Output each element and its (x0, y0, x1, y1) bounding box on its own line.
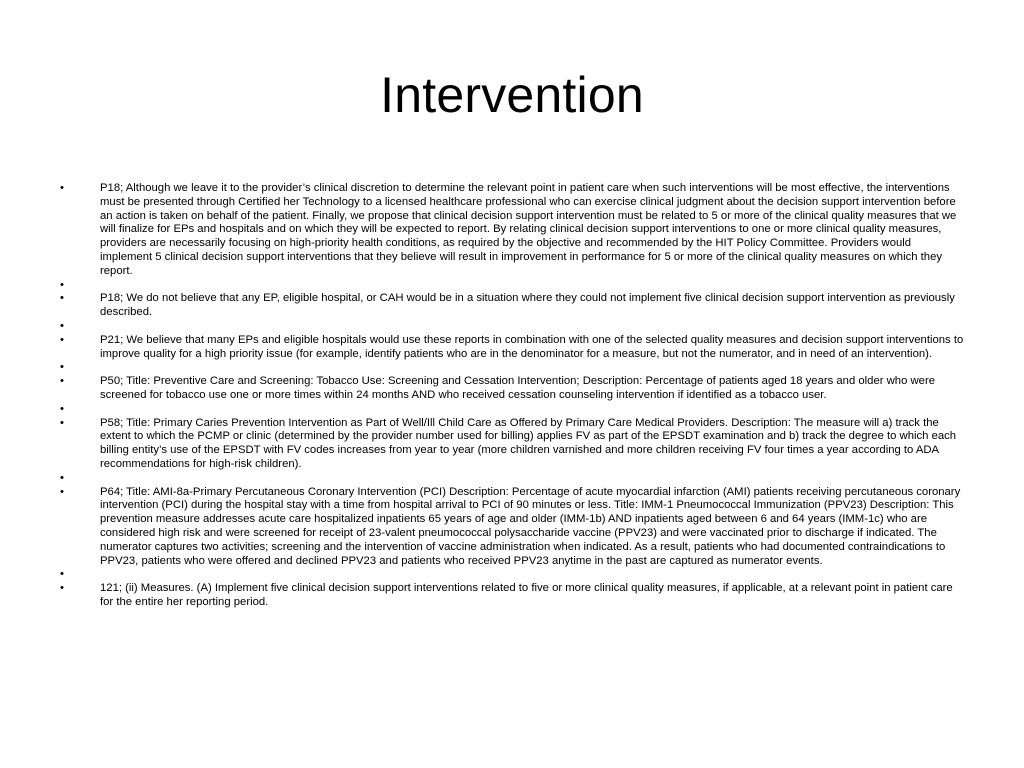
bullet-marker: • (60, 568, 64, 581)
bullet-text: P58; Title: Primary Caries Prevention Intervention as Part of Well/Ill Child Care as Offered by Primary Care Medical Providers. Description: The measure will a) track the extent to which the PCMP or clinic (determined by the provider number used for billing) applies FV as part of the EPSDT examination and b) track the degree to which each billing entity’s use of the EPSDT with FV codes increases from year to year (more children varnished and more children receiving FV four times a year according to ADA recommendations for high-risk children). (100, 416, 957, 470)
bullet-text: P18; Although we leave it to the provider’s clinical discretion to determine the relevant point in patient care when such interventions will be most effective, the interventions must be presented through Certified her Technology to a licensed healthcare professional who can exercise clinical judgment about the decision support intervention before an action is taken on behalf of the patient. Finally, we propose that clinical decision support intervention must be related to 5 or more of the clinical quality measures that we will finalize for EPs and hospitals and on which they will be expected to report. By relating clinical decision support interventions to one or more clinical quality measures, providers are necessarily focusing on high-priority health conditions, as required by the objective and recommended by the HIT Policy Committee. Providers would implement 5 clinical decision support interventions that they believe will result in improvement in performance for 5 or more of the clinical quality measures on which they report. (100, 182, 957, 277)
bullet-marker: • (60, 278, 64, 291)
bullet-item (60, 417, 966, 472)
bullet-item (60, 361, 966, 375)
bullet-marker: • (60, 375, 64, 388)
bullet-marker: • (60, 182, 64, 194)
bullet-marker: • (60, 333, 64, 346)
bullet-text: P18; We do not believe that any EP, eligible hospital, or CAH would be in a situation where they could not implement five clinical decision support intervention as previously described. (100, 292, 955, 319)
bullet-marker: • (60, 319, 64, 332)
bullet-text (100, 403, 966, 417)
bullet-text (100, 320, 966, 334)
bullet-item (60, 279, 966, 293)
bullet-marker: • (60, 416, 64, 429)
bullet-text: 121; (ii) Measures. (A) Implement five clinical decision support interventions related to five or more clinical quality measures, if applicable, at a relevant point in patient care for the entire her reporting period. (100, 582, 953, 608)
bullet-text: P50; Title: Preventive Care and Screening: Tobacco Use: Screening and Cessation Intervention; Description: Percentage of patients aged 18 years and older who were screened for tobacco use one or more times within 24 months AND who received cessation counseling intervention if identified as a tobacco user. (100, 375, 935, 401)
bullet-item (60, 568, 966, 582)
bullet-item (60, 403, 966, 417)
bullet-item (60, 292, 966, 320)
bullet-item (60, 334, 966, 362)
bullet-text (100, 279, 966, 293)
bullet-marker: • (60, 582, 64, 595)
bullet-text (100, 568, 966, 582)
bullet-marker: • (60, 292, 64, 305)
bullet-item (60, 582, 966, 610)
bullet-item (60, 375, 966, 403)
bullet-text: P64; Title: AMI-8a-Primary Percutaneous Coronary Intervention (PCI) Description: Percentage of acute myocardial infarction (AMI) patients receiving percutaneous coronary intervention (PCI) during the hospital stay with a time from hospital arrival to PCI of 90 minutes or less. Title: IMM-1 Pneumococcal Immunization (PPV23) Description: This prevention measure addresses acute care hospitalized inpatients 65 years of age and older (IMM-1b) AND inpatients aged between 6 and 64 years (IMM-1c) who are considered high risk and were screened for receipt of 23-valent pneumococcal polysaccharide vaccine (PPV23) and were vaccinated prior to discharge if indicated. The numerator captures two activities; screening and the intervention of vaccine administration when indicated. As a result, patients who had documented contraindications to PPV23, patients who were offered and declined PPV23 and patients who received PPV23 anytime in the past are captured as numerator events. (100, 485, 961, 567)
bullet-marker: • (60, 471, 64, 484)
bullet-item (60, 182, 966, 279)
bullet-list (60, 182, 966, 610)
bullet-item (60, 486, 966, 569)
bullet-text (100, 472, 966, 486)
bullet-text: P21; We believe that many EPs and eligible hospitals would use these reports in combination with one of the selected quality measures and decision support interventions to improve quality for a high priority issue (for example, identify patients who are in the denominator for a measure, but not the numerator, and in need of an intervention). (100, 333, 964, 360)
bullet-marker: • (60, 485, 64, 498)
bullet-marker: • (60, 361, 64, 374)
slide-title: Intervention (380, 67, 644, 123)
bullet-item (60, 320, 966, 334)
bullet-item (60, 472, 966, 486)
bullet-marker: • (60, 402, 64, 415)
bullet-text (100, 361, 966, 375)
